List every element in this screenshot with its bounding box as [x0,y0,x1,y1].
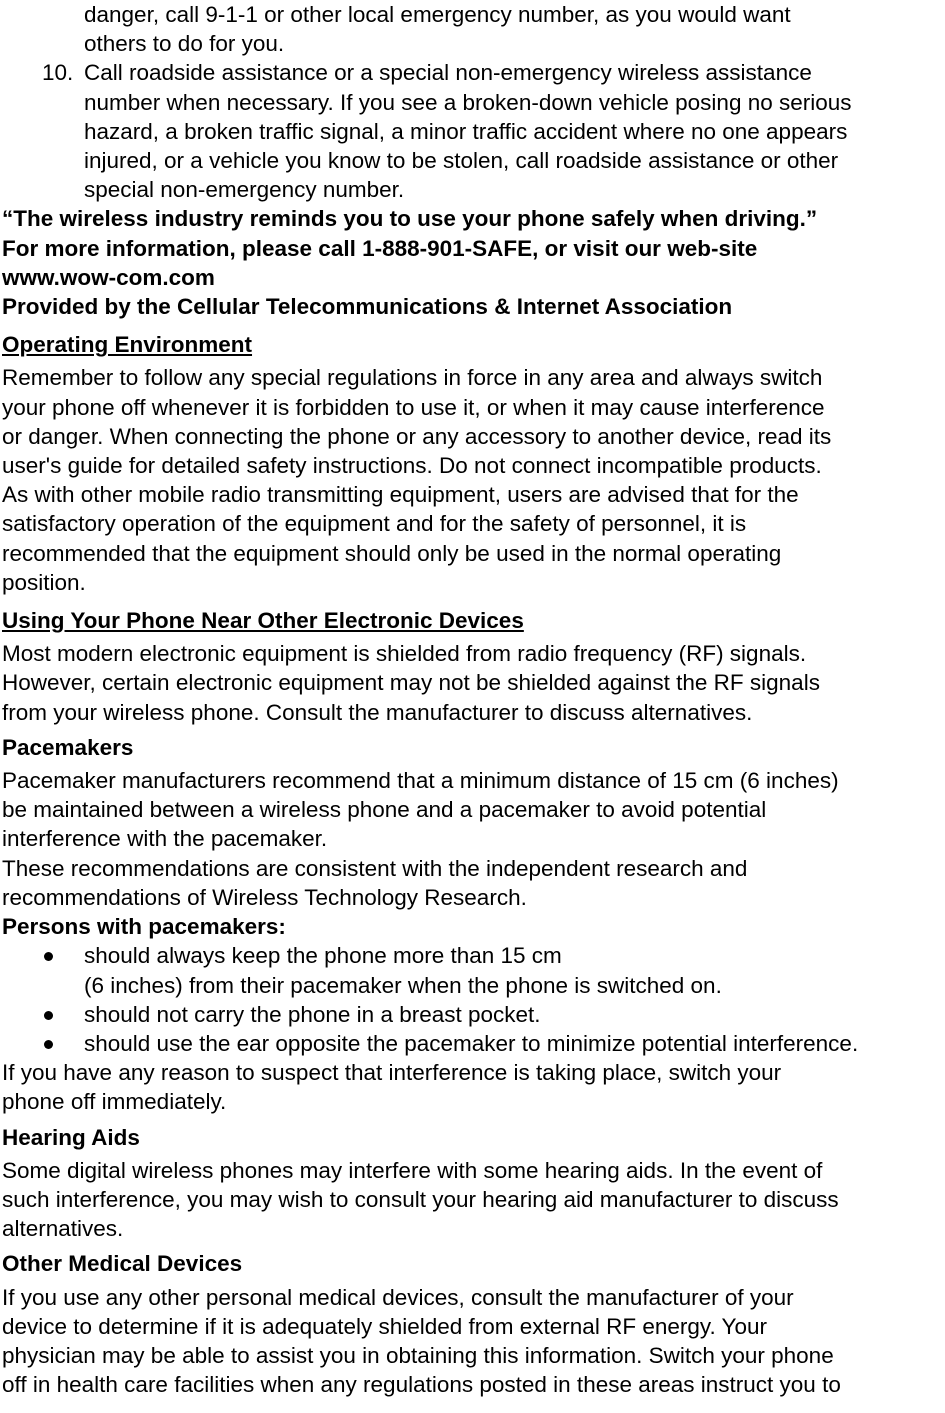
text-line: Pacemaker manufacturers recommend that a minimum distance of 15 cm (6 inches) [2,768,839,794]
electronic-devices-para [2,639,945,727]
text-line: phone off immediately. [2,1089,227,1115]
subheading-hearing-aids: Hearing Aids [2,1124,140,1150]
text-line: Most modern electronic equipment is shielded from radio frequency (RF) signals. [2,641,807,667]
text-line: As with other mobile radio transmitting equipment, users are advised that for the [2,482,799,508]
pacemakers-para-1 [2,766,945,854]
pacemakers-para-3 [2,1058,945,1116]
section-heading-operating-environment: Operating Environment [2,332,253,358]
text-line: number when necessary. If you see a broken-down vehicle posing no serious [84,89,852,115]
text-line: your phone off whenever it is forbidden to use it, or when it may cause interference [2,394,825,420]
bullet-dot-icon [44,1040,53,1049]
text-line: such interference, you may wish to consult your hearing aid manufacturer to discuss [2,1186,839,1212]
bullet-list-item [84,941,945,999]
pacemakers-para-2 [2,854,945,912]
bullet-list-item [84,1029,945,1058]
text-line: hazard, a broken traffic signal, a minor traffic accident where no one appears [84,118,848,144]
persons-with-pacemakers-label: Persons with pacemakers: [2,914,286,940]
text-line: off in health care facilities when any regulations posted in these areas instruct you to [2,1372,841,1398]
text-line: should not carry the phone in a breast pocket. [84,1001,541,1027]
text-line: should use the ear opposite the pacemaker to minimize potential interference. [84,1030,859,1056]
text-line: from your wireless phone. Consult the manufacturer to discuss alternatives. [2,699,753,725]
subheading-other-medical-devices: Other Medical Devices [2,1251,243,1277]
text-line: interference with the pacemaker. [2,826,328,852]
text-line: alternatives. [2,1216,124,1242]
industry-reminder [2,204,945,321]
operating-environment-para-2 [2,480,945,597]
text-line: or danger. When connecting the phone or any accessory to another device, read its [2,423,832,449]
text-line: However, certain electronic equipment may not be shielded against the RF signals [2,670,820,696]
reminder-quote: “The wireless industry reminds you to use your phone safely when driving.” [2,206,818,232]
text-line: should always keep the phone more than 15 cm [84,943,562,969]
list-number: 10. [42,60,74,86]
reminder-website: www.wow-com.com [2,264,215,290]
text-line: special non-emergency number. [84,177,405,203]
text-line: be maintained between a wireless phone and a pacemaker to avoid potential [2,797,767,823]
text-line: recommended that the equipment should only be used in the normal operating [2,540,782,566]
hearing-aids-para [2,1156,945,1244]
text-line: Call roadside assistance or a special non-emergency wireless assistance [84,60,812,86]
bullet-list-item [84,1000,945,1029]
text-line: device to determine if it is adequately shielded from external RF energy. Your [2,1313,767,1339]
text-line: injured, or a vehicle you know to be stolen, call roadside assistance or other [84,148,839,174]
text-line: satisfactory operation of the equipment and for the safety of personnel, it is [2,511,747,537]
subheading-pacemakers: Pacemakers [2,734,134,760]
bullet-dot-icon [44,1011,53,1020]
bullet-dot-icon [44,952,53,961]
text-line: If you have any reason to suspect that interference is taking place, switch your [2,1060,782,1086]
text-line: If you use any other personal medical devices, consult the manufacturer of your [2,1284,794,1310]
operating-environment-para-1 [2,363,945,480]
continued-list-item [84,0,945,58]
text-line: user's guide for detailed safety instructions. Do not connect incompatible products. [2,453,822,479]
text-line: danger, call 9-1-1 or other local emergency number, as you would want [84,2,791,27]
text-line: others to do for you. [84,31,285,57]
text-line: position. [2,569,86,595]
text-line: Remember to follow any special regulations in force in any area and always switch [2,365,823,391]
section-heading-electronic-devices: Using Your Phone Near Other Electronic Devices [2,608,524,634]
reminder-provider: Provided by the Cellular Telecommunications & Internet Association [2,294,733,320]
text-line: These recommendations are consistent with the independent research and [2,855,748,881]
text-line: physician may be able to assist you in obtaining this information. Switch your phone [2,1342,834,1368]
numbered-list-item-10 [42,58,945,204]
text-line: recommendations of Wireless Technology Research. [2,884,527,910]
reminder-info: For more information, please call 1-888-901-SAFE, or visit our web-site [2,235,758,261]
text-line: (6 inches) from their pacemaker when the phone is switched on. [84,972,722,998]
text-line: Some digital wireless phones may interfere with some hearing aids. In the event of [2,1157,823,1183]
other-medical-para [2,1283,945,1400]
